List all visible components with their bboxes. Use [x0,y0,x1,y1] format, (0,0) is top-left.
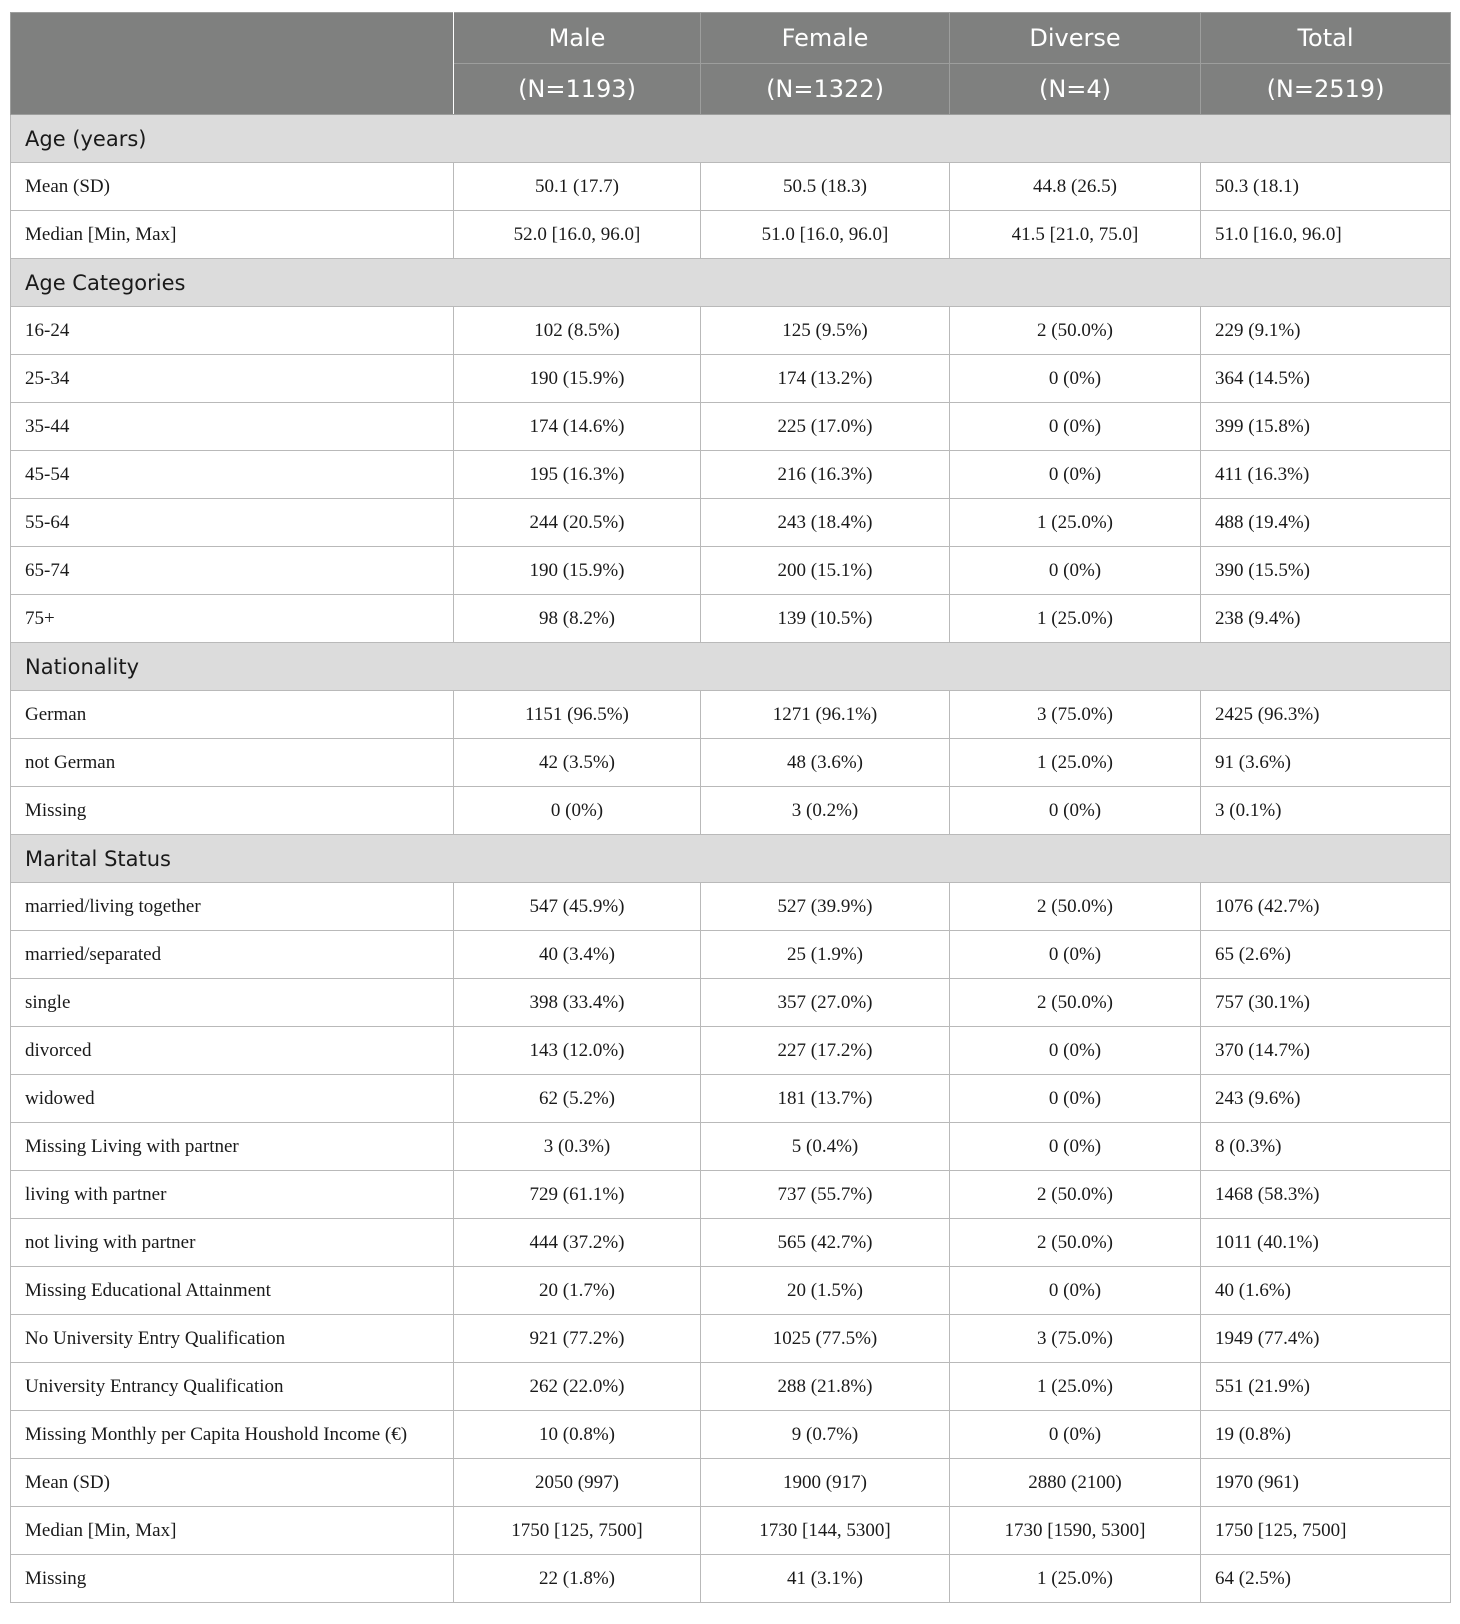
cell-female: 357 (27.0%) [701,979,950,1027]
table-row [11,355,1451,403]
row-label: Mean (SD) [11,163,454,211]
cell-male: 22 (1.8%) [454,1555,701,1603]
cell-diverse: 0 (0%) [950,1027,1201,1075]
cell-female: 51.0 [16.0, 96.0] [701,211,950,259]
cell-female: 216 (16.3%) [701,451,950,499]
cell-male: 52.0 [16.0, 96.0] [454,211,701,259]
table-row [11,499,1451,547]
cell-female: 41 (3.1%) [701,1555,950,1603]
row-label: married/living together [11,883,454,931]
cell-male: 1750 [125, 7500] [454,1507,701,1555]
table-row [11,547,1451,595]
table-row [11,1363,1451,1411]
cell-diverse: 0 (0%) [950,451,1201,499]
header-diverse: Diverse [950,13,1201,64]
row-label: 65-74 [11,547,454,595]
table-row [11,595,1451,643]
cell-diverse: 0 (0%) [950,403,1201,451]
cell-male: 244 (20.5%) [454,499,701,547]
cell-total: 3 (0.1%) [1201,787,1451,835]
section-header-row [11,643,1451,691]
header-total: Total [1201,13,1451,64]
header-female: Female [701,13,950,64]
section-title: Age (years) [11,115,1451,163]
cell-female: 125 (9.5%) [701,307,950,355]
table-row [11,1315,1451,1363]
cell-male: 1151 (96.5%) [454,691,701,739]
cell-female: 737 (55.7%) [701,1171,950,1219]
cell-female: 1730 [144, 5300] [701,1507,950,1555]
cell-total: 370 (14.7%) [1201,1027,1451,1075]
table-row [11,451,1451,499]
row-label: German [11,691,454,739]
table-row [11,1171,1451,1219]
row-label: Median [Min, Max] [11,1507,454,1555]
section-title: Nationality [11,643,1451,691]
cell-female: 5 (0.4%) [701,1123,950,1171]
cell-male: 444 (37.2%) [454,1219,701,1267]
row-label: Missing [11,787,454,835]
row-label: University Entrancy Qualification [11,1363,454,1411]
cell-female: 227 (17.2%) [701,1027,950,1075]
demographics-table [10,12,1451,1603]
section-header-row [11,259,1451,307]
cell-diverse: 0 (0%) [950,931,1201,979]
row-label: not German [11,739,454,787]
table-row [11,307,1451,355]
cell-diverse: 2 (50.0%) [950,1219,1201,1267]
cell-total: 229 (9.1%) [1201,307,1451,355]
cell-female: 50.5 (18.3) [701,163,950,211]
section-header-row [11,115,1451,163]
cell-diverse: 1 (25.0%) [950,1555,1201,1603]
cell-female: 1271 (96.1%) [701,691,950,739]
row-label: No University Entry Qualification [11,1315,454,1363]
cell-male: 190 (15.9%) [454,547,701,595]
cell-female: 139 (10.5%) [701,595,950,643]
cell-total: 390 (15.5%) [1201,547,1451,595]
table-row [11,1027,1451,1075]
table-row [11,163,1451,211]
cell-diverse: 2 (50.0%) [950,1171,1201,1219]
cell-female: 9 (0.7%) [701,1411,950,1459]
cell-diverse: 2 (50.0%) [950,883,1201,931]
cell-male: 40 (3.4%) [454,931,701,979]
section-title: Marital Status [11,835,1451,883]
demographics-table-container [10,12,1450,1603]
cell-total: 51.0 [16.0, 96.0] [1201,211,1451,259]
cell-male: 62 (5.2%) [454,1075,701,1123]
row-label: Missing Monthly per Capita Houshold Income (€) [11,1411,454,1459]
row-label: Median [Min, Max] [11,211,454,259]
header-female-n: (N=1322) [701,64,950,115]
cell-diverse: 3 (75.0%) [950,691,1201,739]
table-row [11,691,1451,739]
table-header [11,13,1451,115]
cell-diverse: 0 (0%) [950,547,1201,595]
cell-total: 8 (0.3%) [1201,1123,1451,1171]
cell-diverse: 2880 (2100) [950,1459,1201,1507]
cell-diverse: 1 (25.0%) [950,739,1201,787]
cell-female: 288 (21.8%) [701,1363,950,1411]
row-label: 25-34 [11,355,454,403]
header-row-names [11,13,1451,64]
cell-male: 921 (77.2%) [454,1315,701,1363]
cell-male: 143 (12.0%) [454,1027,701,1075]
cell-diverse: 0 (0%) [950,787,1201,835]
cell-diverse: 1730 [1590, 5300] [950,1507,1201,1555]
cell-female: 3 (0.2%) [701,787,950,835]
cell-total: 19 (0.8%) [1201,1411,1451,1459]
cell-diverse: 44.8 (26.5) [950,163,1201,211]
cell-male: 195 (16.3%) [454,451,701,499]
header-male-n: (N=1193) [454,64,701,115]
header-total-n: (N=2519) [1201,64,1451,115]
cell-male: 50.1 (17.7) [454,163,701,211]
table-row [11,403,1451,451]
cell-female: 225 (17.0%) [701,403,950,451]
table-row [11,1555,1451,1603]
row-label: married/separated [11,931,454,979]
cell-male: 20 (1.7%) [454,1267,701,1315]
row-label: 16-24 [11,307,454,355]
cell-total: 2425 (96.3%) [1201,691,1451,739]
section-title: Age Categories [11,259,1451,307]
cell-female: 1025 (77.5%) [701,1315,950,1363]
cell-total: 243 (9.6%) [1201,1075,1451,1123]
cell-female: 181 (13.7%) [701,1075,950,1123]
table-row [11,1123,1451,1171]
cell-diverse: 41.5 [21.0, 75.0] [950,211,1201,259]
cell-male: 0 (0%) [454,787,701,835]
cell-total: 1970 (961) [1201,1459,1451,1507]
cell-female: 1900 (917) [701,1459,950,1507]
cell-diverse: 1 (25.0%) [950,499,1201,547]
cell-male: 190 (15.9%) [454,355,701,403]
cell-female: 25 (1.9%) [701,931,950,979]
cell-total: 1750 [125, 7500] [1201,1507,1451,1555]
cell-total: 64 (2.5%) [1201,1555,1451,1603]
cell-total: 399 (15.8%) [1201,403,1451,451]
row-label: single [11,979,454,1027]
cell-diverse: 0 (0%) [950,1411,1201,1459]
cell-male: 262 (22.0%) [454,1363,701,1411]
cell-total: 1949 (77.4%) [1201,1315,1451,1363]
cell-diverse: 3 (75.0%) [950,1315,1201,1363]
table-row [11,739,1451,787]
cell-male: 729 (61.1%) [454,1171,701,1219]
cell-male: 174 (14.6%) [454,403,701,451]
cell-total: 50.3 (18.1) [1201,163,1451,211]
row-label: divorced [11,1027,454,1075]
cell-total: 1076 (42.7%) [1201,883,1451,931]
table-row [11,931,1451,979]
cell-male: 3 (0.3%) [454,1123,701,1171]
header-male: Male [454,13,701,64]
row-label: living with partner [11,1171,454,1219]
table-row [11,1411,1451,1459]
cell-male: 42 (3.5%) [454,739,701,787]
cell-total: 488 (19.4%) [1201,499,1451,547]
cell-male: 547 (45.9%) [454,883,701,931]
row-label: Missing [11,1555,454,1603]
row-label: Missing Educational Attainment [11,1267,454,1315]
table-row [11,1075,1451,1123]
table-row [11,979,1451,1027]
cell-male: 98 (8.2%) [454,595,701,643]
cell-female: 200 (15.1%) [701,547,950,595]
cell-total: 757 (30.1%) [1201,979,1451,1027]
header-diverse-n: (N=4) [950,64,1201,115]
cell-total: 1468 (58.3%) [1201,1171,1451,1219]
cell-female: 20 (1.5%) [701,1267,950,1315]
cell-total: 1011 (40.1%) [1201,1219,1451,1267]
cell-male: 102 (8.5%) [454,307,701,355]
cell-total: 238 (9.4%) [1201,595,1451,643]
section-header-row [11,835,1451,883]
table-row [11,1459,1451,1507]
cell-female: 243 (18.4%) [701,499,950,547]
cell-diverse: 2 (50.0%) [950,979,1201,1027]
row-label: 35-44 [11,403,454,451]
cell-female: 565 (42.7%) [701,1219,950,1267]
cell-male: 398 (33.4%) [454,979,701,1027]
cell-female: 527 (39.9%) [701,883,950,931]
row-label: 45-54 [11,451,454,499]
row-label: 55-64 [11,499,454,547]
cell-female: 48 (3.6%) [701,739,950,787]
row-label: widowed [11,1075,454,1123]
cell-diverse: 0 (0%) [950,355,1201,403]
row-label: not living with partner [11,1219,454,1267]
cell-diverse: 1 (25.0%) [950,1363,1201,1411]
cell-diverse: 0 (0%) [950,1075,1201,1123]
table-row [11,1507,1451,1555]
cell-diverse: 2 (50.0%) [950,307,1201,355]
cell-diverse: 0 (0%) [950,1123,1201,1171]
row-label: Missing Living with partner [11,1123,454,1171]
cell-total: 364 (14.5%) [1201,355,1451,403]
cell-total: 65 (2.6%) [1201,931,1451,979]
cell-total: 551 (21.9%) [1201,1363,1451,1411]
table-row [11,1219,1451,1267]
cell-total: 40 (1.6%) [1201,1267,1451,1315]
table-row [11,1267,1451,1315]
cell-male: 2050 (997) [454,1459,701,1507]
cell-total: 411 (16.3%) [1201,451,1451,499]
table-row [11,787,1451,835]
row-label: Mean (SD) [11,1459,454,1507]
cell-diverse: 0 (0%) [950,1267,1201,1315]
table-body [11,115,1451,1603]
cell-total: 91 (3.6%) [1201,739,1451,787]
cell-diverse: 1 (25.0%) [950,595,1201,643]
cell-male: 10 (0.8%) [454,1411,701,1459]
table-row [11,883,1451,931]
header-blank-cell [11,13,454,115]
row-label: 75+ [11,595,454,643]
cell-female: 174 (13.2%) [701,355,950,403]
table-row [11,211,1451,259]
